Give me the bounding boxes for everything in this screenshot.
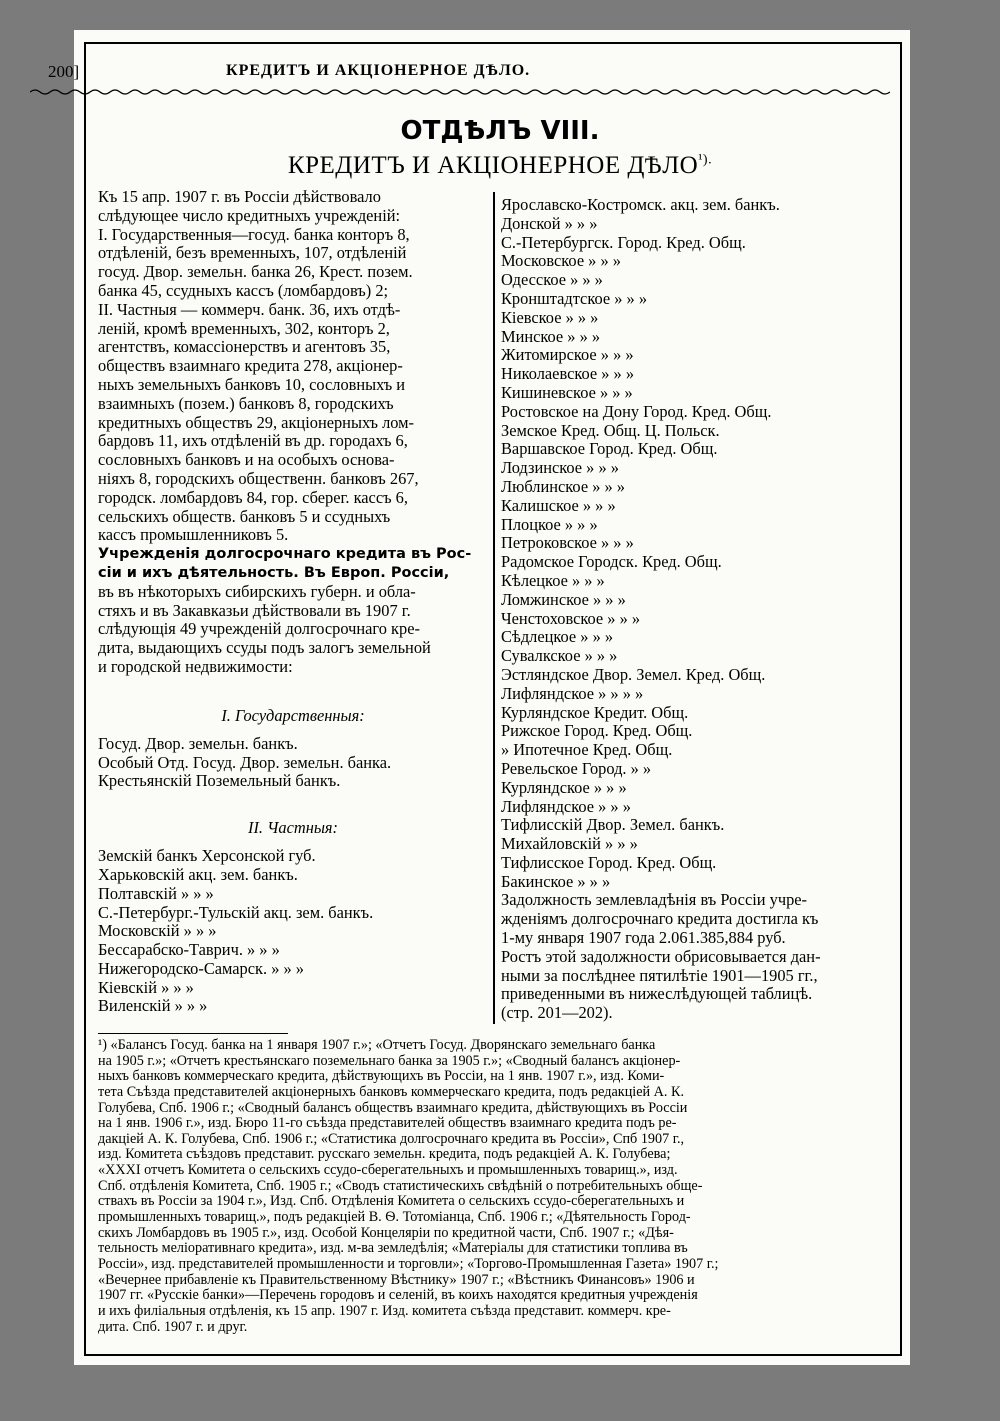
debt-line: 1-му января 1907 года 2.061.385,884 руб. xyxy=(501,928,786,948)
institution-item: Ченстоховское » » » xyxy=(501,608,641,628)
institution-item: Сѣдлецкое » » » xyxy=(501,627,614,647)
state-institution: Особый Отд. Госуд. Двор. земельн. банка. xyxy=(98,752,392,772)
institution-item: Эстляндское Двор. Земел. Кред. Общ. xyxy=(501,664,766,684)
institution-item: Тифлисскій Двор. Земел. банкъ. xyxy=(501,815,725,835)
intro-line: городск. ломбардовъ 84, гор. сберег. кассъ 6, xyxy=(98,487,408,507)
intro-line: ніяхъ 8, городскихъ общественн. банковъ 267, xyxy=(98,468,419,488)
long-term-line: стяхъ и въ Закавказьи дѣйствовали въ 1907 г. xyxy=(98,600,411,620)
institution-item: Ростовское на Дону Город. Кред. Общ. xyxy=(501,401,772,421)
intro-line: сословныхъ банковъ и на особыхъ основа- xyxy=(98,450,395,470)
intro-line: взаимныхъ (позем.) банковъ 8, городскихъ xyxy=(98,393,394,413)
debt-line: Ростъ этой задолжности обрисовывается дан- xyxy=(501,946,821,966)
footnote-line: и ихъ филіальныя отдѣленія, къ 15 апр. 1907 г. Изд. комитета съѣзда представит. коммерч. кре- xyxy=(98,1302,671,1319)
footnote xyxy=(98,1038,888,1335)
intro-line: Къ 15 апр. 1907 г. въ Россіи дѣйствовало xyxy=(98,187,381,206)
state-heading: I. Государственныя: xyxy=(221,705,365,725)
institution-item: » Ипотечное Кред. Общ. xyxy=(501,740,673,760)
footnote-line: дита. Спб. 1907 г. и друг. xyxy=(98,1318,248,1335)
footnote-line: изд. Комитета съѣздовъ представит. русскаго земельн. кредита, подъ редакціей А. К. Голубева; xyxy=(98,1146,671,1163)
institution-item: Курляндское Кредит. Общ. xyxy=(501,702,689,722)
page-number: 200] xyxy=(48,62,80,81)
footnote-line: ныхъ банковъ коммерческаго кредита, дѣйствующихъ въ Россіи, на 1 янв. 1907 г.», изд. Коми- xyxy=(98,1068,665,1085)
intro-line: II. Частныя — коммерч. банк. 36, ихъ отдѣ- xyxy=(98,299,401,319)
institution-item: Петроковское » » » xyxy=(501,533,634,553)
private-institution: Бессарабско-Таврич. » » » xyxy=(98,940,280,960)
footnote-line: Спб. отдѣленія Комитета, Спб. 1905 г.; «Сводъ статистическихъ свѣдѣній о потребительныхъ обще- xyxy=(98,1177,703,1194)
intro-line: ныхъ земельныхъ банковъ 10, сословныхъ и xyxy=(98,374,406,394)
long-term-line: сіи и ихъ дѣятельность. Въ Европ. Россіи, xyxy=(98,564,450,581)
intro-line: кредитныхъ обществъ 29, акціонерныхъ лом- xyxy=(98,412,415,432)
intro-line: сельскихъ обществ. банковъ 5 и ссудныхъ xyxy=(98,506,391,526)
footnote-line: на 1905 г.»; «Отчетъ крестьянскаго поземельнаго банка за 1905 г.»; «Сводный балансъ акціонер- xyxy=(98,1052,681,1069)
long-term-line: и городской недвижимости: xyxy=(98,656,293,676)
institution-item: Николаевское » » » xyxy=(501,364,635,384)
institution-item: Плоцкое » » » xyxy=(501,514,598,534)
private-institution: Харьковскій акц. зем. банкъ. xyxy=(98,864,298,884)
institution-item: Московское » » » xyxy=(501,251,621,271)
long-term-line: въ въ нѣкоторыхъ сибирскихъ губерн. и обла- xyxy=(98,581,416,601)
state-list xyxy=(98,735,488,791)
private-list xyxy=(98,847,488,1016)
debt-paragraph xyxy=(501,891,891,1023)
intro-line: госуд. Двор. земельн. банка 26, Крест. позем. xyxy=(98,262,413,282)
footnote-line: тельность меліоративнаго кредита», изд. м-ва земледѣлія; «Матеріалы для статистики топлива въ xyxy=(98,1240,688,1257)
right-list xyxy=(501,196,891,891)
footnote-line: ствахъ въ Россіи за 1904 г.», Изд. Спб. Отдѣленія Комитета о сельскихъ ссудо-сберегательныхъ и xyxy=(98,1193,685,1210)
running-title: КРЕДИТЪ И АКЦІОНЕРНОЕ ДѢЛО. xyxy=(226,62,531,79)
footnote-line: скихъ Ломбардовъ въ 1905 г.», изд. Особой Концеляріи по кредитной части, Спб. 1907 г.; «Дѣя- xyxy=(98,1224,674,1241)
institution-item: Одесское » » » xyxy=(501,270,603,290)
institution-item: Житомирское » » » xyxy=(501,345,634,365)
debt-line: (стр. 201—202). xyxy=(501,1003,613,1023)
institution-item: С.-Петербургск. Город. Кред. Общ. xyxy=(501,232,746,252)
private-institution: Полтавскій » » » xyxy=(98,883,214,903)
footnote-line: Голубева, Спб. 1906 г.; «Сводный балансъ обществъ взаимнаго кредита, дѣйствующихъ въ Россіи xyxy=(98,1099,688,1116)
institution-item: Минское » » » xyxy=(501,326,601,346)
private-institution: Кіевскій » » » xyxy=(98,977,194,997)
private-institution: Московскій » » » xyxy=(98,921,217,941)
institution-item: Кишиневское » » » xyxy=(501,382,633,402)
main-title xyxy=(0,152,1000,180)
footnote-line: «Вечернее прибавленіе къ Правительственному Вѣстнику» 1907 г.; «Вѣстникъ Финансовъ» 1906 и xyxy=(98,1271,695,1288)
right-column xyxy=(501,196,891,1023)
institution-item: Ревельское Город. » » xyxy=(501,758,652,778)
footnote-marker: ¹). xyxy=(698,152,713,168)
institution-item: Кіевское » » » xyxy=(501,307,599,327)
intro-line: I. Государственныя—госуд. банка конторъ 8, xyxy=(98,224,410,244)
debt-line: Задолжность землевладѣнія въ Россіи учре- xyxy=(501,890,808,910)
footnote-line: на 1 янв. 1906 г.», изд. Бюро 11-го съѣзда представителей обществъ взаимнаго кредита подъ ре- xyxy=(98,1115,677,1132)
debt-line: приведенными въ нижеслѣдующей таблицѣ. xyxy=(501,984,813,1004)
intro-line: обществъ взаимнаго кредита 278, акціонер- xyxy=(98,356,403,376)
intro-paragraph xyxy=(98,188,488,545)
private-institution: Нижегородско-Самарск. » » » xyxy=(98,958,304,978)
long-term-line: дита, выдающихъ ссуды подъ залогъ земельной xyxy=(98,638,431,658)
private-institution: Виленскій » » » xyxy=(98,996,208,1016)
footnote-rule xyxy=(98,1033,288,1034)
institution-item: Варшавское Город. Кред. Общ. xyxy=(501,439,718,459)
intro-line: агентствъ, комассіонерствъ и агентовъ 35, xyxy=(98,337,391,357)
institution-item: Кронштадтское » » » xyxy=(501,288,648,308)
main-title-text: КРЕДИТЪ И АКЦІОНЕРНОЕ ДѢЛО xyxy=(287,152,699,179)
institution-item: Курляндское » » » xyxy=(501,777,627,797)
institution-item: Сувалкское » » » xyxy=(501,646,618,666)
footnote-line: тета Съѣзда представителей акціонерныхъ банковъ коммерческаго кредита, подъ редакціей А. К. xyxy=(98,1083,685,1100)
debt-line: жденіямъ долгосрочнаго кредита достигла къ xyxy=(501,909,819,929)
intro-line: отдѣленій, безъ временныхъ, 107, отдѣленій xyxy=(98,243,407,263)
debt-line: ными за послѣднее пятилѣтіе 1901—1905 гг., xyxy=(501,965,818,985)
column-divider xyxy=(493,192,495,1024)
long-term-line: слѣдующія 49 учрежденій долгосрочнаго кре- xyxy=(98,619,420,639)
institution-item: Лодзинское » » » xyxy=(501,458,619,478)
wavy-rule xyxy=(30,88,890,96)
intro-line: слѣдующее число кредитныхъ учрежденій: xyxy=(98,205,401,225)
institution-item: Ярославско-Костромск. акц. зем. банкъ. xyxy=(501,195,780,214)
institution-item: Бакинское » » » xyxy=(501,871,611,891)
private-institution: Земскій банкъ Херсонской губ. xyxy=(98,846,316,866)
running-header xyxy=(48,62,868,84)
intro-line: кассъ промышленниковъ 5. xyxy=(98,525,289,545)
footnote-line: дакціей А. К. Голубева, Спб. 1906 г.; «Статистика долгосрочнаго кредита въ Россіи», Спб 1907 г., xyxy=(98,1130,685,1147)
institution-item: Ломжинское » » » xyxy=(501,589,626,609)
intro-line: банка 45, ссудныхъ кассъ (ломбардовъ) 2; xyxy=(98,280,389,300)
footnote-line: промышленныхъ товарищ.», подъ редакціей В. Ѳ. Тотоміанца, Спб. 1906 г.; «Дѣятельность Город- xyxy=(98,1209,691,1226)
footnote-line: Россіи», изд. представителей промышленности и торговли»; «Торгово-Промышленная Газета» 1907 г.; xyxy=(98,1255,719,1272)
state-institution: Крестьянскій Поземельный банкъ. xyxy=(98,771,341,791)
footnote-line: ¹) «Балансъ Госуд. банка на 1 января 1907 г.»; «Отчетъ Госуд. Дворянскаго земельнаго банка xyxy=(98,1037,656,1053)
institution-item: Рижское Город. Кред. Общ. xyxy=(501,721,693,741)
institution-item: Кѣлецкое » » » xyxy=(501,570,605,590)
private-heading: II. Частныя: xyxy=(247,818,339,838)
left-column xyxy=(98,188,488,1016)
intro-line: леній, кромѣ временныхъ, 302, конторъ 2, xyxy=(98,318,390,338)
footnote-line: 1907 гг. «Русскіе банки»—Перечень городовъ и селеній, въ коихъ находятся кредитныя учрежденія xyxy=(98,1287,698,1304)
institution-item: Михайловскій » » » xyxy=(501,834,638,854)
institution-item: Люблинское » » » xyxy=(501,476,625,496)
intro-line: бардовъ 11, ихъ отдѣленій въ др. городахъ 6, xyxy=(98,431,408,451)
footnote-line: «XXXI отчетъ Комитета о сельскихъ ссудо-сберегательныхъ и промышленныхъ товарищ.», изд. xyxy=(98,1162,678,1179)
state-institution: Госуд. Двор. земельн. банкъ. xyxy=(98,733,298,753)
section-title: ОТДѢЛЪ VIII. xyxy=(400,116,600,146)
institution-item: Калишское » » » xyxy=(501,495,616,515)
institution-item: Земское Кред. Общ. Ц. Польск. xyxy=(501,420,720,440)
long-term-paragraph xyxy=(98,545,488,677)
institution-item: Тифлисское Город. Кред. Общ. xyxy=(501,852,717,872)
institution-item: Радомское Городск. Кред. Общ. xyxy=(501,552,722,572)
private-institution: С.-Петербург.-Тульскій акц. зем. банкъ. xyxy=(98,902,374,922)
long-term-line: Учрежденія долгосрочнаго кредита въ Рос- xyxy=(98,546,472,563)
institution-item: Лифляндское » » » xyxy=(501,796,631,816)
institution-item: Донской » » » xyxy=(501,213,598,233)
institution-item: Лифляндское » » » » xyxy=(501,683,644,703)
